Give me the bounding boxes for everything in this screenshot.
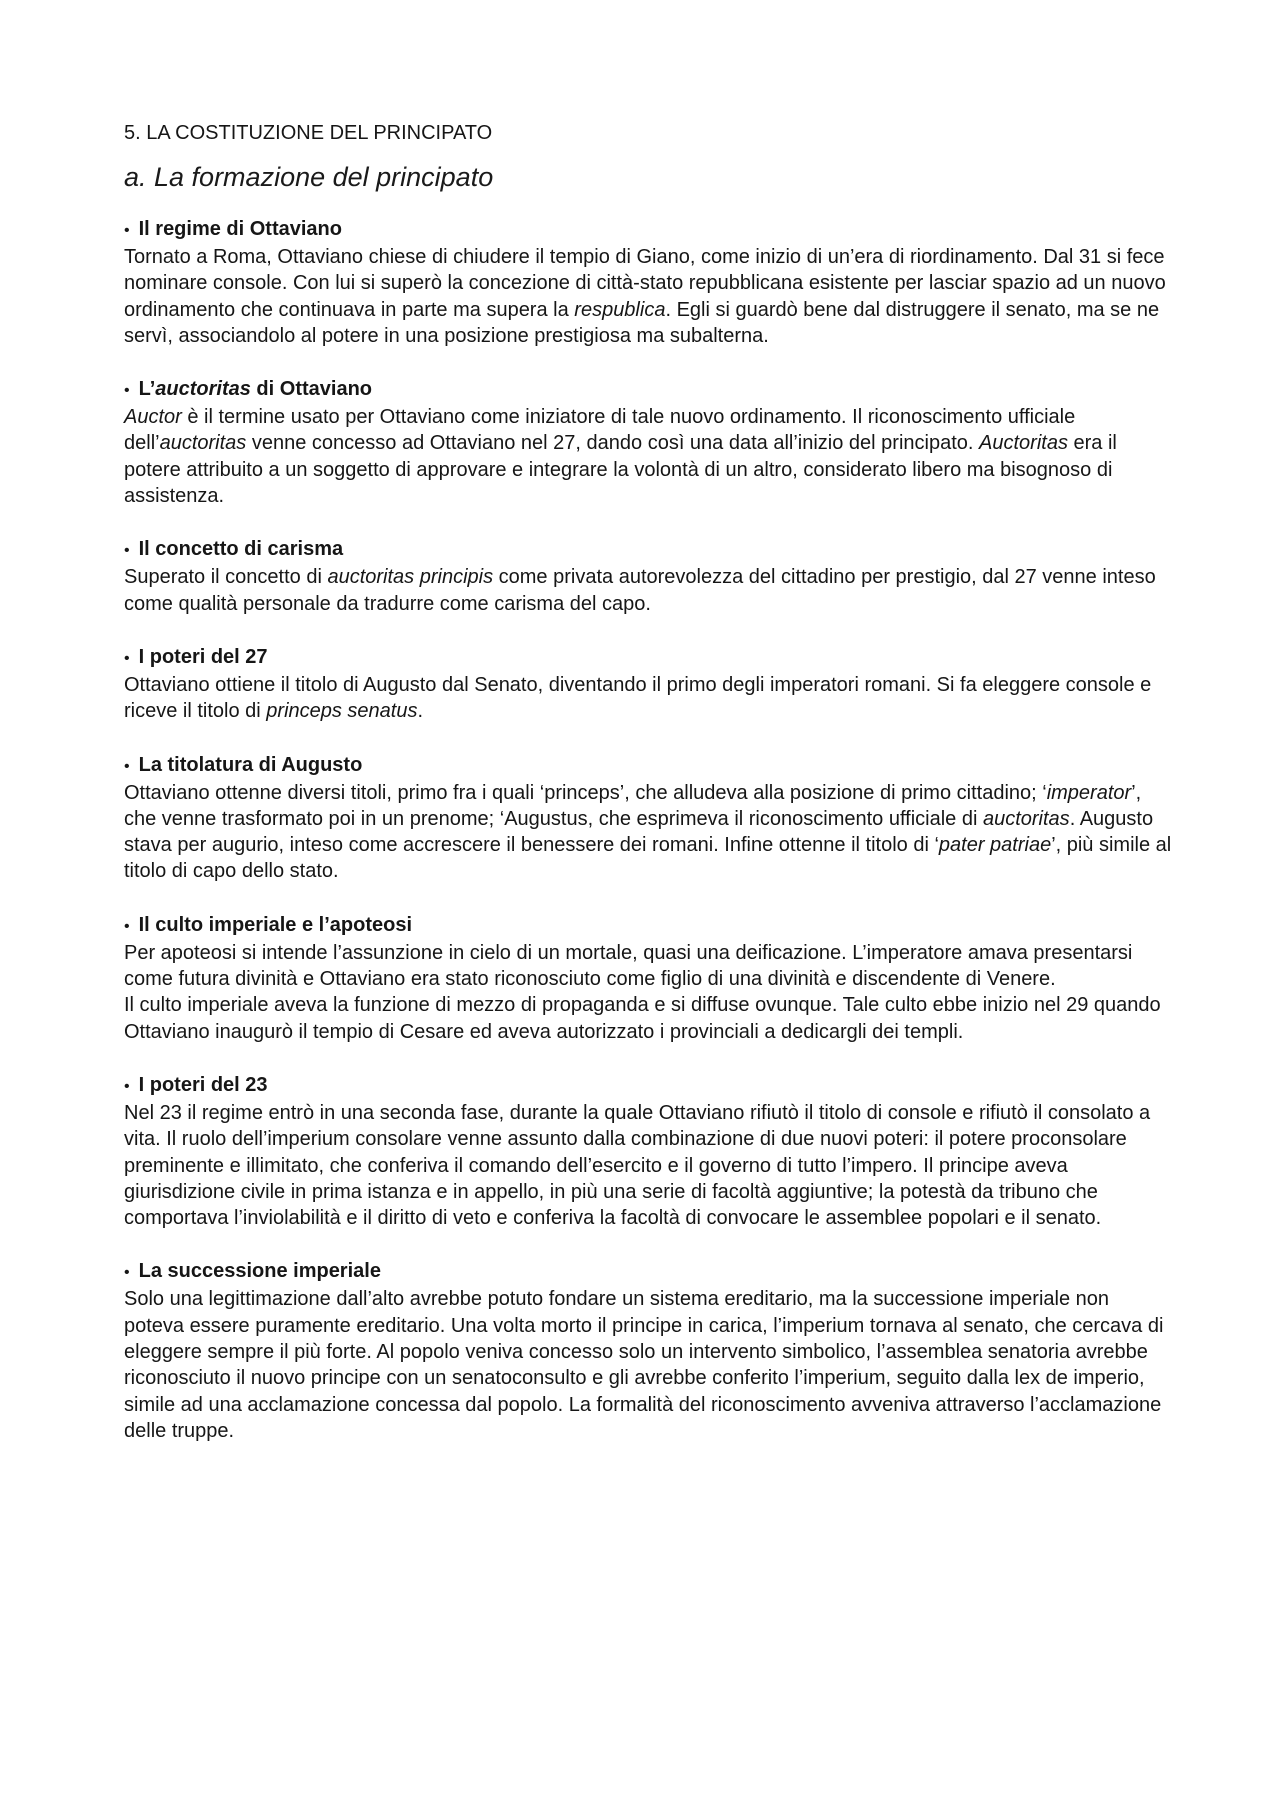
section-paragraph	[124, 404, 1174, 509]
text-run: I poteri del 23	[138, 1073, 268, 1096]
subchapter-title: a. La formazione del principato	[124, 162, 494, 192]
section-title-text	[139, 644, 268, 670]
section-title	[124, 1072, 1174, 1100]
text-run: Nel 23 il regime entrò in una seconda fase, durante la quale Ottaviano rifiutò il titolo di console e rifiutò il consolato a vita. Il ruolo dell’imperium consolare venne assunto dalla combinazione di due nuovi poteri: il potere proconsolare preminente e illimitato, che conferiva il comando dell’esercito e il governo di tutto l’impero. Il principe aveva giurisdizione civile in prima istanza e in appello, in più una serie di facoltà aggiuntive; la potestà da tribuno che comportava l’inviolabilità e il diritto di veto e conferiva la facoltà di convocare le assemblee popolari e il senato.	[124, 1101, 1151, 1230]
section-title-text	[139, 216, 342, 242]
section	[124, 912, 1174, 1045]
italic-text-run: Auctor	[124, 406, 182, 429]
section	[124, 1258, 1174, 1444]
text-run: Ottaviano ottenne diversi titoli, primo fra i quali ‘princeps’, che alludeva alla posizione di primo cittadino; ‘	[124, 781, 1047, 804]
text-run: . Egli si guardò bene dal distruggere il senato, ma se ne servì, associandolo al potere in una posizione prestigiosa ma subalterna.	[124, 298, 1160, 347]
section-paragraph	[124, 244, 1174, 349]
document-page	[124, 120, 1174, 1471]
text-run: .	[417, 700, 424, 723]
text-run: come privata autorevolezza del cittadino per prestigio, dal 27 venne inteso come qualità personale da tradurre come carisma del capo.	[124, 566, 1156, 615]
italic-text-run: respublica	[574, 298, 666, 321]
italic-text-run: auctoritas	[159, 432, 247, 455]
text-run: Il culto imperiale e l’apoteosi	[138, 913, 413, 936]
section	[124, 216, 1174, 349]
text-run: I poteri del 27	[138, 645, 268, 668]
text-run: di Ottaviano	[250, 378, 372, 401]
bullet-icon: •	[124, 222, 130, 239]
text-run: Superato il concetto di	[124, 566, 328, 589]
text-run: Il culto imperiale aveva la funzione di mezzo di propaganda e si diffuse ovunque. Tale culto ebbe inizio nel 29 quando Ottaviano inaugurò il tempio di Cesare ed aveva autorizzato i provinciali a dedicargli dei templi.	[124, 994, 1161, 1043]
chapter-title: 5. LA COSTITUZIONE DEL PRINCIPATO	[124, 122, 493, 144]
bullet-icon: •	[124, 542, 130, 560]
sections-container	[124, 216, 1174, 1444]
section-title	[124, 912, 1174, 940]
italic-text-run: imperator	[1046, 781, 1132, 804]
section	[124, 536, 1174, 617]
text-run: ’, che venne trasformato poi in un prenome; ‘Augustus, che esprimeva il riconoscimento ufficiale di	[124, 781, 1142, 830]
section-title	[124, 644, 1174, 672]
text-run: Solo una legittimazione dall’alto avrebbe potuto fondare un sistema ereditario, ma la successione imperiale non poteva essere puramente ereditario. Una volta morto il principe in carica, l’imperium tornava al senato, che cercava di eleggere sempre il più forte. Al popolo veniva concesso solo un intervento simbolico, l’assemblea senatoria avrebbe riconosciuto il nuovo principe con un senatoconsulto e gli avrebbe conferito l’imperium, seguito dalla lex de imperio, simile ad una acclamazione concessa dal popolo. La formalità del riconoscimento avveniva attraverso l’acclamazione delle truppe.	[124, 1288, 1164, 1442]
text-run: venne concesso ad Ottaviano nel 27, dando così una data all’inizio del principato.	[246, 432, 980, 455]
section-title	[124, 1258, 1174, 1286]
section-paragraph	[124, 1100, 1174, 1231]
section-title-text	[139, 1258, 381, 1284]
italic-text-run: Auctoritas	[979, 432, 1068, 455]
section-paragraph	[124, 672, 1174, 725]
text-run: L’	[138, 378, 156, 401]
section-paragraph	[124, 780, 1174, 885]
section-paragraph	[124, 940, 1174, 993]
italic-text-run: pater patriae	[938, 834, 1052, 857]
section	[124, 376, 1174, 509]
section-title-text	[139, 376, 372, 402]
section-title	[124, 752, 1174, 780]
section-title-text	[139, 536, 344, 562]
bullet-icon: •	[124, 1077, 130, 1095]
section-title-text	[139, 912, 412, 938]
section-paragraph	[124, 1286, 1174, 1444]
text-run: Il concetto di carisma	[138, 538, 344, 561]
section-title	[124, 376, 1174, 404]
text-run: Tornato a Roma, Ottaviano chiese di chiudere il tempio di Giano, come inizio di un’era di riordinamento. Dal 31 si fece nominare console. Con lui si superò la concezione di città-stato repubblicana esistente per lasciar spazio ad un nuovo ordinamento che continuava in parte ma supera la	[124, 246, 1166, 321]
section-title-text	[139, 1072, 268, 1098]
bullet-icon: •	[124, 649, 130, 667]
text-run: Il regime di Ottaviano	[138, 218, 342, 240]
section-title	[124, 536, 1174, 564]
section	[124, 752, 1174, 885]
italic-text-run: princeps senatus	[266, 700, 418, 723]
italic-text-run: auctoritas	[982, 807, 1070, 830]
section	[124, 644, 1174, 725]
italic-text-run: auctoritas	[155, 378, 251, 401]
bullet-icon: •	[124, 917, 130, 935]
bullet-icon: •	[124, 757, 130, 775]
text-run: La titolatura di Augusto	[138, 753, 363, 776]
text-run: era il potere attribuito a un soggetto di approvare e integrare la volontà di un altro, considerato libero ma bisognoso di assistenza.	[124, 432, 1117, 508]
section-paragraph	[124, 564, 1174, 617]
text-run: . Augusto stava per augurio, inteso come accrescere il benessere dei romani. Infine ottenne il titolo di ‘	[124, 807, 1154, 857]
text-run: La successione imperiale	[138, 1260, 381, 1283]
section-title-text	[139, 752, 363, 778]
text-run: è il termine usato per Ottaviano come iniziatore di tale nuovo ordinamento. Il riconoscimento ufficiale dell’	[124, 406, 1076, 455]
section-title	[124, 216, 1174, 244]
text-run: Ottaviano ottiene il titolo di Augusto dal Senato, diventando il primo degli imperatori romani. Si fa eleggere console e riceve il titolo di	[124, 673, 1152, 723]
text-run: Per apoteosi si intende l’assunzione in cielo di un mortale, quasi una deificazione. L’imperatore amava presentarsi come futura divinità e Ottaviano era stato riconosciuto come figlio di una divinità e discendente di Venere.	[124, 941, 1133, 991]
bullet-icon: •	[124, 382, 130, 400]
italic-text-run: auctoritas principis	[327, 566, 494, 589]
bullet-icon: •	[124, 1264, 130, 1282]
text-run: ’, più simile al titolo di capo dello stato.	[124, 834, 1172, 883]
section	[124, 1072, 1174, 1231]
section-paragraph	[124, 992, 1174, 1045]
